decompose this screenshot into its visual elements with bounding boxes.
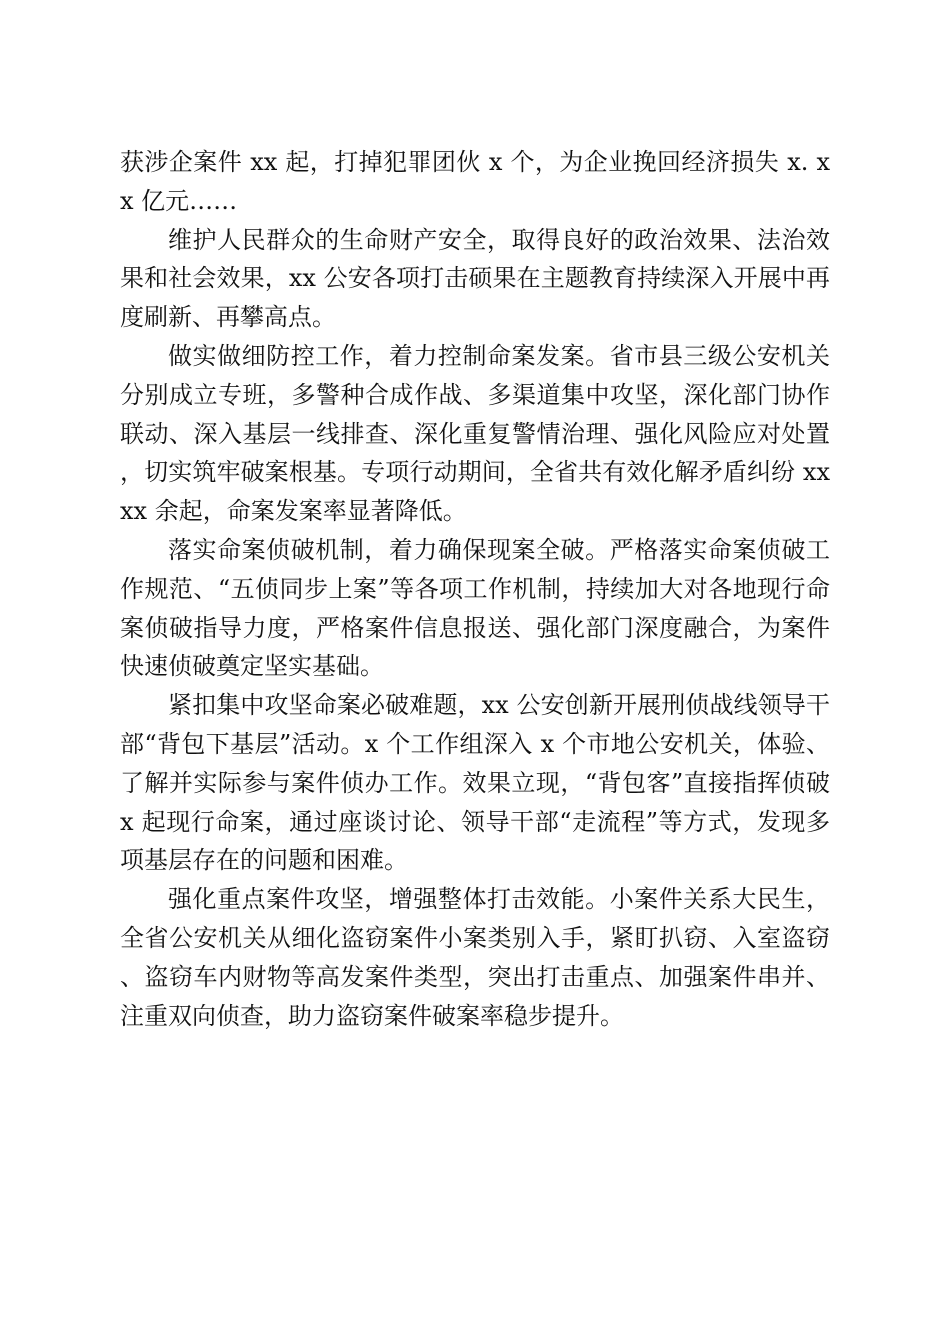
paragraph: 维护人民群众的生命财产安全，取得良好的政治效果、法治效果和社会效果，xx 公安各项打击硕果在主题教育持续深入开展中再度刷新、再攀高点。 xyxy=(120,225,830,332)
paragraph-continued: 获涉企案件 xx 起，打掉犯罪团伙 x 个，为企业挽回经济损失 x. xx 亿元…… xyxy=(120,148,830,215)
paragraph: 做实做细防控工作，着力控制命案发案。省市县三级公安机关分别成立专班，多警种合成作战、多渠道集中攻坚，深化部门协作联动、深入基层一线排查、深化重复警情治理、强化风险应对处置，切实筑牢破案根基。专项行动期间，全省共有效化解矛盾纠纷 xxxx 余起，命案发案率显著降低。 xyxy=(120,341,830,526)
document-page xyxy=(120,143,830,1035)
paragraph: 落实命案侦破机制，着力确保现案全破。严格落实命案侦破工作规范、“五侦同步上案”等各项工作机制，持续加大对各地现行命案侦破指导力度，严格案件信息报送、强化部门深度融合，为案件快速侦破奠定坚实基础。 xyxy=(120,535,830,681)
paragraph: 强化重点案件攻坚，增强整体打击效能。小案件关系大民生，全省公安机关从细化盗窃案件小案类别入手，紧盯扒窃、入室盗窃、盗窃车内财物等高发案件类型，突出打击重点、加强案件串并、注重双向侦查，助力盗窃案件破案率稳步提升。 xyxy=(120,885,830,1030)
paragraph: 紧扣集中攻坚命案必破难题，xx 公安创新开展刑侦战线领导干部“背包下基层”活动。x 个工作组深入 x 个市地公安机关，体验、了解并实际参与案件侦办工作。效果立现，“背包客”直接指挥侦破 x 起现行命案，通过座谈讨论、领导干部“走流程”等方式，发现多项基层存在的问题和困难。 xyxy=(120,691,830,875)
